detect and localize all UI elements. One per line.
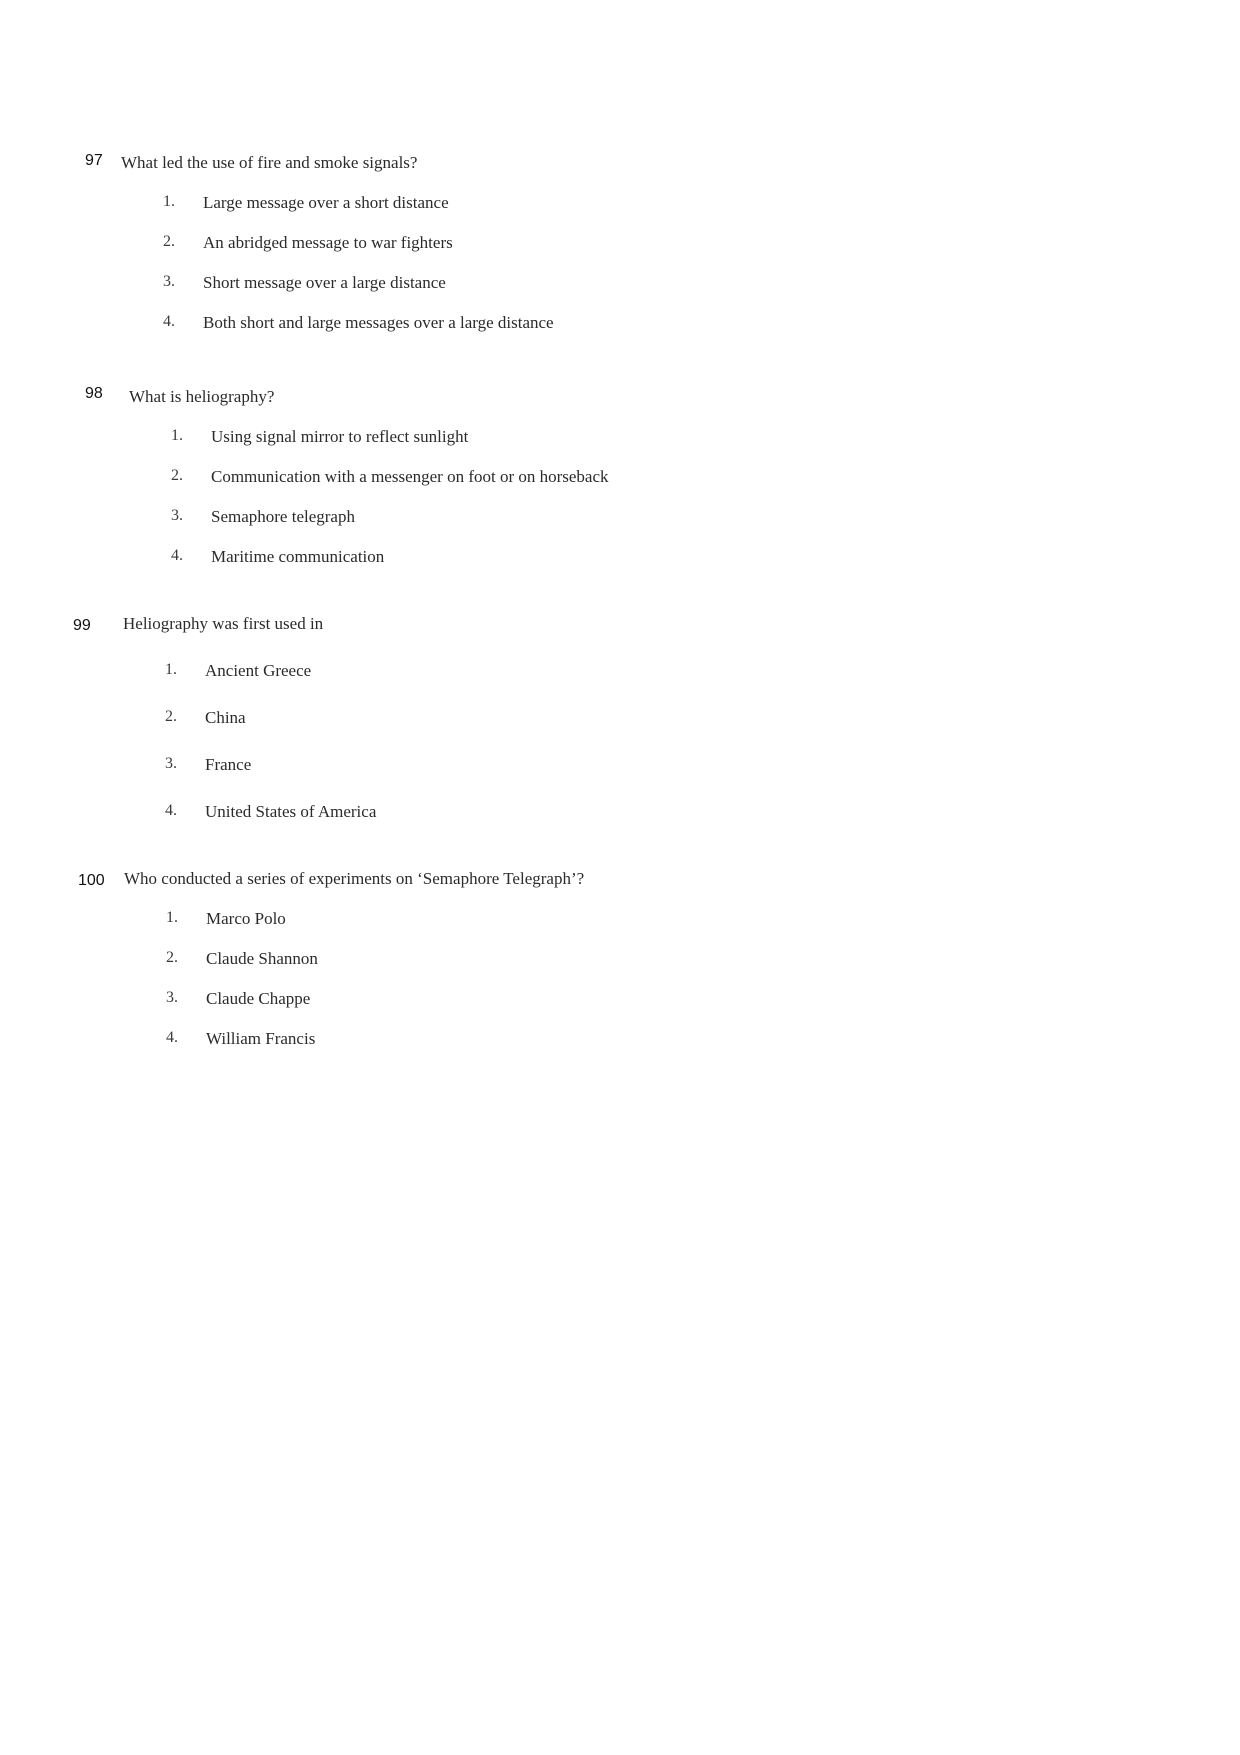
option-text: China xyxy=(205,708,246,727)
question-text: Heliography was first used in xyxy=(123,614,324,633)
option-text: Claude Shannon xyxy=(206,949,318,968)
option-number: 1. xyxy=(171,427,183,444)
option-number: 3. xyxy=(171,507,183,524)
option-number: 3. xyxy=(163,273,175,290)
question-number: 99 xyxy=(73,617,91,634)
option-number: 4. xyxy=(171,547,183,564)
option-number: 4. xyxy=(163,313,175,330)
question-text: What is heliography? xyxy=(129,387,275,406)
option-text: United States of America xyxy=(205,802,377,821)
option-number: 1. xyxy=(166,909,178,926)
option-number: 4. xyxy=(165,802,177,819)
option-number: 2. xyxy=(163,233,175,250)
question-number: 100 xyxy=(78,872,105,889)
option-text: France xyxy=(205,755,252,774)
option-text: Both short and large messages over a large distance xyxy=(203,313,554,332)
option-text: William Francis xyxy=(206,1029,316,1048)
option-number: 2. xyxy=(165,708,177,725)
option-number: 3. xyxy=(165,755,177,772)
option-text: Claude Chappe xyxy=(206,989,311,1008)
option-text: Communication with a messenger on foot or on horseback xyxy=(211,467,609,486)
question-number: 97 xyxy=(85,152,103,169)
option-number: 1. xyxy=(163,193,175,210)
option-number: 4. xyxy=(166,1029,178,1046)
option-text: Large message over a short distance xyxy=(203,193,449,212)
question-number: 98 xyxy=(85,385,103,402)
option-text: Semaphore telegraph xyxy=(211,507,355,526)
option-text: Using signal mirror to reflect sunlight xyxy=(211,427,469,446)
option-number: 3. xyxy=(166,989,178,1006)
question-text: Who conducted a series of experiments on ‘Semaphore Telegraph’? xyxy=(124,869,585,888)
option-number: 2. xyxy=(166,949,178,966)
option-text: Short message over a large distance xyxy=(203,273,446,292)
option-number: 1. xyxy=(165,661,177,678)
option-text: Maritime communication xyxy=(211,547,385,566)
option-text: Ancient Greece xyxy=(205,661,312,680)
question-text: What led the use of fire and smoke signals? xyxy=(121,153,418,172)
option-number: 2. xyxy=(171,467,183,484)
option-text: An abridged message to war fighters xyxy=(203,233,453,252)
option-text: Marco Polo xyxy=(206,909,286,928)
